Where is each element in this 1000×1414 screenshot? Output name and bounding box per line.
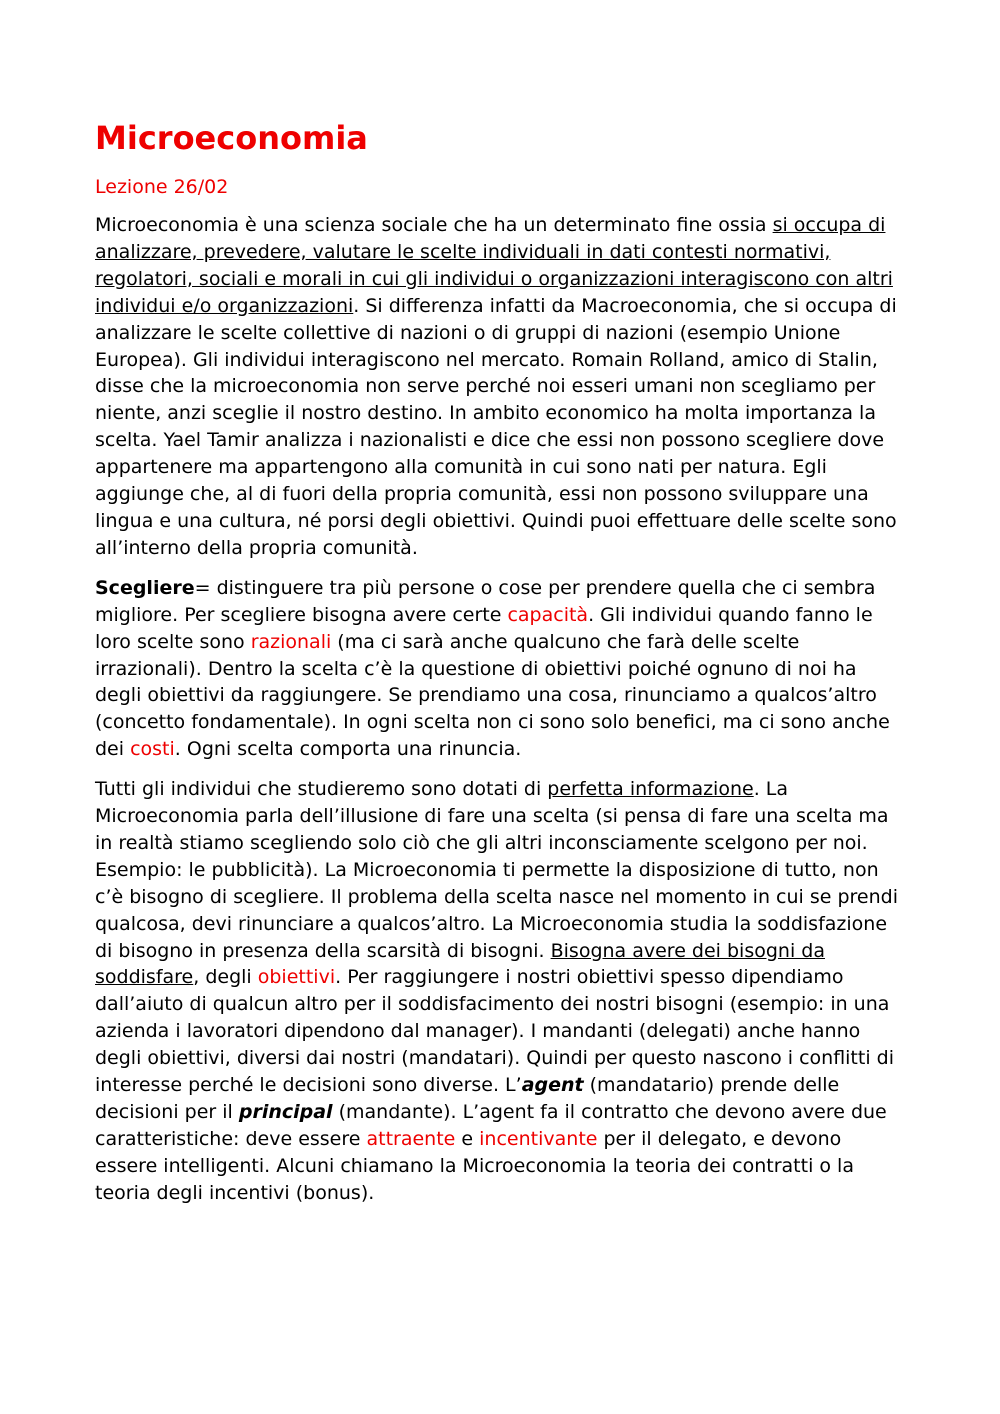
- text-run: = distinguere tra più persone o cose per prendere quella che ci sembra migliore. Per scegliere bisogna avere certe: [95, 576, 876, 626]
- text-run: . Gli individui quando fanno le loro scelte sono: [95, 603, 873, 653]
- highlight-attraente: attraente: [366, 1127, 456, 1150]
- bold-italic-principal: principal: [238, 1101, 333, 1123]
- document-title: Microeconomia: [95, 119, 368, 157]
- highlight-obiettivi: obiettivi: [257, 966, 336, 989]
- underlined-definition: si occupa di analizzare, prevedere, valutare le scelte individuali in dati contesti normativi, regolatori, sociali e morali in cui gli individui o organizzazioni interagiscono con altri individui e/o organizzazioni: [95, 214, 893, 317]
- text-run: , degli: [193, 966, 258, 989]
- text-run: per il delegato, e devono essere intelligenti. Alcuni chiamano la Microeconomia la teoria dei contratti o la teoria degli incentivi (bonus).: [95, 1127, 854, 1204]
- paragraph-intro: [95, 212, 907, 562]
- paragraph-scegliere: [95, 575, 907, 763]
- underlined-bisogni: Bisogna avere dei bisogni da soddisfare: [95, 939, 825, 989]
- underlined-perfetta-informazione: perfetta informazione: [547, 778, 754, 801]
- text-run: . Ogni scelta comporta una rinuncia.: [174, 738, 522, 761]
- text-run: (mandante). L’agent fa il contratto che devono avere due caratteristiche: deve essere: [95, 1101, 887, 1150]
- text-run: e: [455, 1127, 480, 1150]
- text-run: . La Microeconomia parla dell’illusione di fare una scelta (si pensa di fare una scelta ma in realtà stiamo scegliendo solo ciò che gli altri inconsciamente scelgono per noi. Esempio: le pubblicità). La Microeconomia ti permette la disposizione di tutto, non c’è bisogno di scegliere. Il problema della scelta nasce nel momento in cui se prendi qualcosa, devi rinunciare a qualcos’altro. La Microeconomia studia la soddisfazione di bisogno in presenza della scarsità di bisogni.: [95, 778, 899, 962]
- bold-italic-agent: agent: [521, 1074, 584, 1097]
- text-run: . Si differenza infatti da Macroeconomia, che si occupa di analizzare le scelte collettive di nazioni o di gruppi di nazioni (esempio Unione Europea). Gli individui interagiscono nel mercato. Romain Rolland, amico di Stalin, disse che la microeconomia non serve perché noi esseri umani non scegliamo per niente, anzi sceglie il nostro destino. In ambito economico ha molta importanza la scelta. Yael Tamir analizza i nazionalisti e dice che essi non possono scegliere dove appartenere ma appartengono alla comunità in cui sono nati per natura. Egli aggiunge che, al di fuori della propria comunità, essi non possono sviluppare una lingua e una cultura, né porsi degli obiettivi. Quindi puoi effettuare delle scelte sono all’interno della propria comunità.: [95, 294, 897, 559]
- lesson-date: Lezione 26/02: [95, 176, 229, 198]
- document-page: [95, 116, 907, 1207]
- text-run: Microeconomia è una scienza sociale che ha un determinato fine ossia: [95, 214, 773, 236]
- highlight-incentivante: incentivante: [479, 1127, 598, 1150]
- text-run: (mandatario) prende delle decisioni per il: [95, 1074, 840, 1123]
- text-run: . Per raggiungere i nostri obiettivi spesso dipendiamo dall’aiuto di qualcun altro per il soddisfacimento dei nostri bisogni (esempio: in una azienda i lavoratori dipendono dal manager). I mandanti (delegati) anche hanno degli obiettivi, diversi dai nostri (mandatari). Quindi per questo nascono i conflitti di interesse perché le decisioni sono diverse. L’: [95, 966, 894, 1097]
- bold-term-scegliere: Scegliere: [95, 576, 195, 599]
- highlight-capacita: capacità: [507, 603, 589, 626]
- text-run: (ma ci sarà anche qualcuno che farà delle scelte irrazionali). Dentro la scelta c’è la questione di obiettivi poiché ognuno di noi ha degli obiettivi da raggiungere. Se prendiamo una cosa, rinunciamo a qualcos’altro (concetto fondamentale). In ogni scelta non ci sono solo benefici, ma ci sono anche dei: [95, 630, 890, 761]
- paragraph-informazione: [95, 776, 907, 1207]
- highlight-razionali: razionali: [250, 630, 332, 653]
- text-run: Tutti gli individui che studieremo sono dotati di: [95, 778, 548, 801]
- highlight-costi: costi: [130, 738, 175, 761]
